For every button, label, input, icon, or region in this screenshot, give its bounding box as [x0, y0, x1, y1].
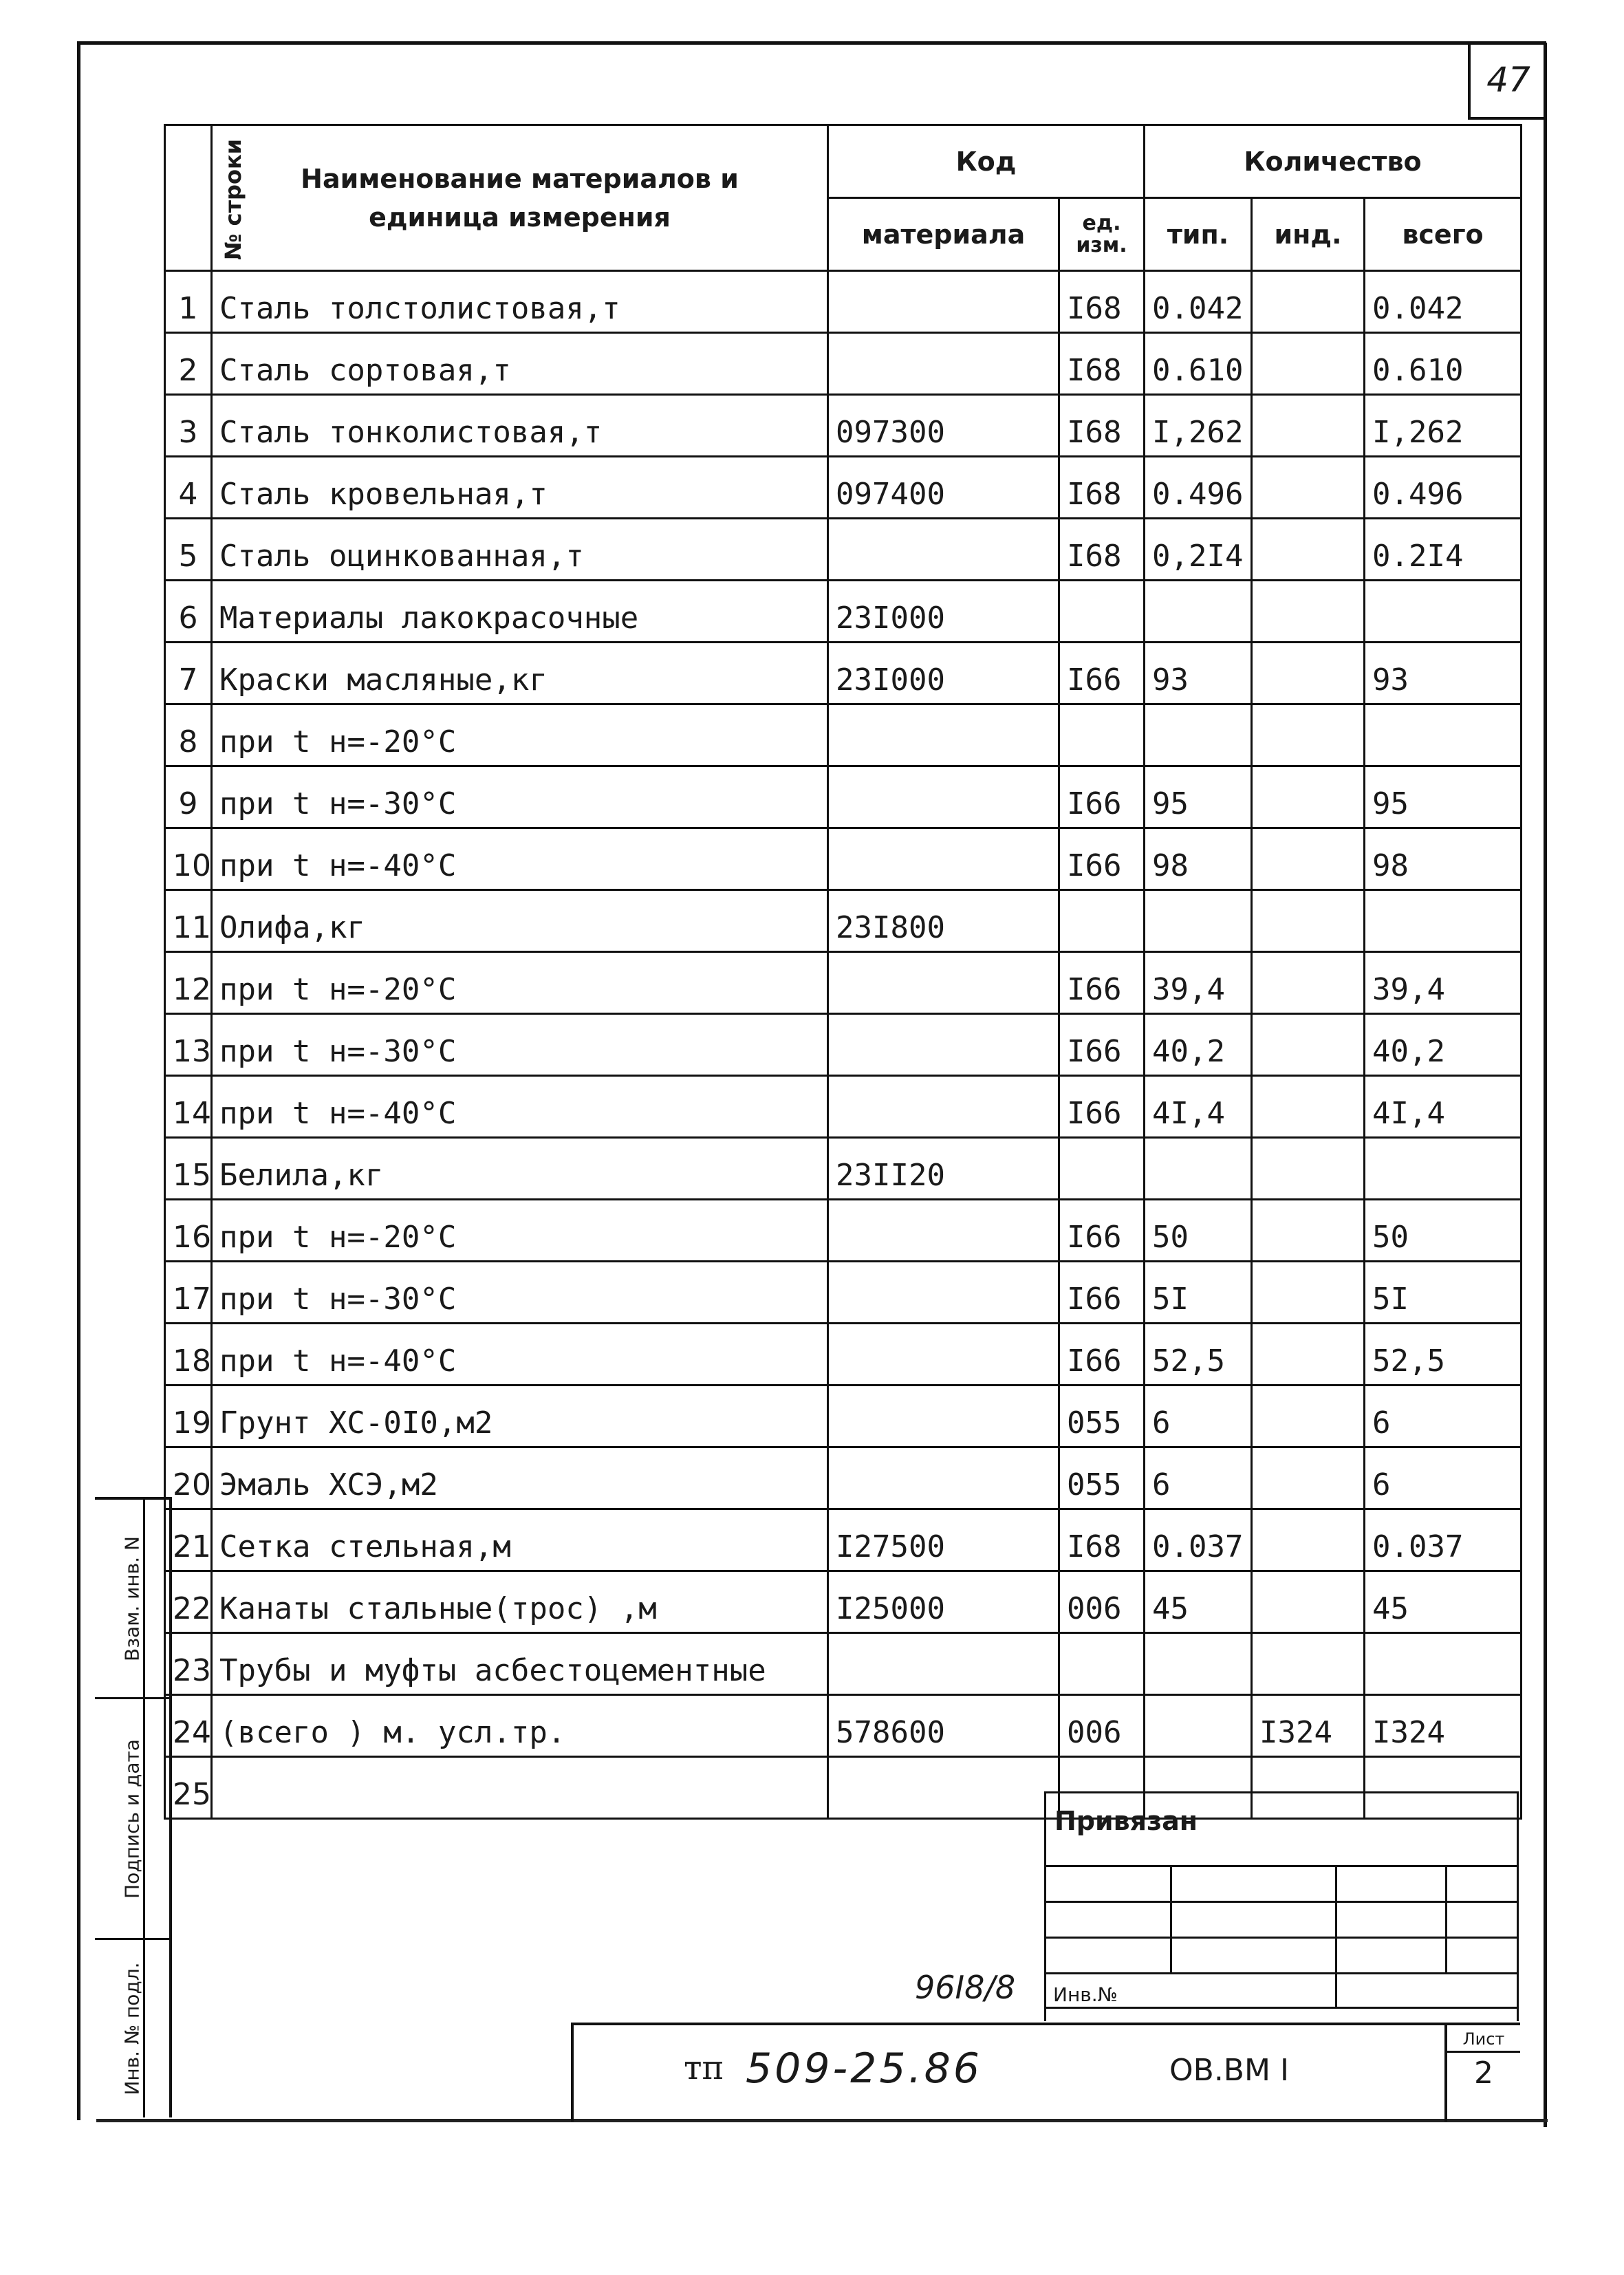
header-material-code: материала: [828, 198, 1059, 271]
unit-code: [1059, 1633, 1145, 1695]
qty-total: 95: [1365, 766, 1522, 828]
table-row: [165, 1014, 1522, 1076]
qty-total: 93: [1365, 643, 1522, 704]
row-number: 23: [165, 1633, 212, 1695]
qty-total: 6: [1365, 1447, 1522, 1509]
qty-total: 0.042: [1365, 271, 1522, 333]
qty-total: [1365, 890, 1522, 952]
qty-individual: [1252, 1386, 1365, 1447]
row-number: 9: [165, 766, 212, 828]
unit-code: 006: [1059, 1695, 1145, 1757]
qty-total: I324: [1365, 1695, 1522, 1757]
row-number: 13: [165, 1014, 212, 1076]
unit-code: I66: [1059, 1014, 1145, 1076]
unit-code: I66: [1059, 828, 1145, 890]
qty-individual: [1252, 457, 1365, 519]
material-name: [212, 1757, 828, 1819]
title-block: [571, 2023, 1520, 2122]
row-number: 3: [165, 395, 212, 457]
qty-total: 0.037: [1365, 1509, 1522, 1571]
table-row: [165, 1262, 1522, 1324]
qty-individual: [1252, 1571, 1365, 1633]
table-row: [165, 1138, 1522, 1200]
material-name: при t н=-30°C: [212, 1014, 828, 1076]
table-row: [165, 333, 1522, 395]
side-stamp-replaced-inv: Взам. инв. N: [95, 1500, 169, 1699]
material-name: Материалы лакокрасочные: [212, 581, 828, 643]
qty-individual: [1252, 581, 1365, 643]
table-row: [165, 1509, 1522, 1571]
material-code: [828, 1757, 1059, 1819]
table-row: [165, 395, 1522, 457]
qty-typical: [1145, 704, 1252, 766]
qty-total: 5I: [1365, 1262, 1522, 1324]
unit-code: I66: [1059, 766, 1145, 828]
table-row: [165, 1200, 1522, 1262]
table-row: [165, 766, 1522, 828]
qty-typical: [1145, 890, 1252, 952]
material-code: [828, 1014, 1059, 1076]
qty-individual: [1252, 519, 1365, 581]
material-code: I25000: [828, 1571, 1059, 1633]
qty-individual: [1252, 1262, 1365, 1324]
material-code: 097400: [828, 457, 1059, 519]
qty-typical: 52,5: [1145, 1324, 1252, 1386]
header-material-name: Наименование материалов и единица измерения: [212, 125, 828, 271]
table-row: [165, 643, 1522, 704]
qty-individual: [1252, 1138, 1365, 1200]
qty-typical: 0.610: [1145, 333, 1252, 395]
row-number: 18: [165, 1324, 212, 1386]
material-name: Сталь кровельная,т: [212, 457, 828, 519]
qty-individual: [1252, 1509, 1365, 1571]
header-code-group: Код: [828, 125, 1145, 198]
material-name: при t н=-20°C: [212, 704, 828, 766]
material-code: 23I000: [828, 581, 1059, 643]
qty-typical: 45: [1145, 1571, 1252, 1633]
qty-individual: I324: [1252, 1695, 1365, 1757]
qty-individual: [1252, 271, 1365, 333]
qty-total: 6: [1365, 1386, 1522, 1447]
material-name: (всего ) м. усл.тр.: [212, 1695, 828, 1757]
row-number: 24: [165, 1695, 212, 1757]
row-number: 20: [165, 1447, 212, 1509]
material-code: [828, 1633, 1059, 1695]
qty-total: 45: [1365, 1571, 1522, 1633]
qty-individual: [1252, 828, 1365, 890]
handwritten-inv-number: 96I8/8: [915, 1969, 1016, 2006]
row-number: 4: [165, 457, 212, 519]
material-code: [828, 333, 1059, 395]
side-stamp-signature-date: Подпись и дата: [95, 1699, 169, 1940]
qty-total: 40,2: [1365, 1014, 1522, 1076]
qty-individual: [1252, 890, 1365, 952]
header-typical: тип.: [1145, 198, 1252, 271]
qty-total: [1365, 1633, 1522, 1695]
unit-code: [1059, 704, 1145, 766]
qty-typical: 5I: [1145, 1262, 1252, 1324]
unit-code: I68: [1059, 1509, 1145, 1571]
material-code: [828, 1076, 1059, 1138]
unit-code: I66: [1059, 1076, 1145, 1138]
material-code: [828, 1324, 1059, 1386]
material-name: Сталь тонколистовая,т: [212, 395, 828, 457]
table-row: [165, 519, 1522, 581]
row-number: 19: [165, 1386, 212, 1447]
qty-typical: 6: [1145, 1386, 1252, 1447]
document-number: 509-25.86: [746, 2045, 982, 2093]
qty-typical: [1145, 1138, 1252, 1200]
material-code: [828, 828, 1059, 890]
material-name: при t н=-40°C: [212, 1076, 828, 1138]
row-number: 12: [165, 952, 212, 1014]
qty-total: 52,5: [1365, 1324, 1522, 1386]
material-code: [828, 271, 1059, 333]
material-name: при t н=-20°C: [212, 952, 828, 1014]
qty-individual: [1252, 1076, 1365, 1138]
material-name: при t н=-30°C: [212, 1262, 828, 1324]
unit-code: 055: [1059, 1447, 1145, 1509]
qty-individual: [1252, 1324, 1365, 1386]
material-code: [828, 1447, 1059, 1509]
qty-typical: I,262: [1145, 395, 1252, 457]
material-code: [828, 1386, 1059, 1447]
qty-individual: [1252, 643, 1365, 704]
qty-individual: [1252, 1633, 1365, 1695]
qty-individual: [1252, 952, 1365, 1014]
qty-total: [1365, 704, 1522, 766]
title-block-tp: тп: [684, 2049, 724, 2087]
table-row: [165, 271, 1522, 333]
unit-code: I68: [1059, 457, 1145, 519]
row-number: 21: [165, 1509, 212, 1571]
table-row: [165, 457, 1522, 519]
unit-code: I66: [1059, 1200, 1145, 1262]
inv-number-label: Инв.№: [1053, 1983, 1118, 2006]
unit-code: [1059, 890, 1145, 952]
material-name: Олифа,кг: [212, 890, 828, 952]
qty-typical: 6: [1145, 1447, 1252, 1509]
material-name: при t н=-40°C: [212, 1324, 828, 1386]
qty-individual: [1252, 704, 1365, 766]
qty-individual: [1252, 1014, 1365, 1076]
material-name: при t н=-30°C: [212, 766, 828, 828]
materials-table: [164, 124, 1522, 1820]
row-number: 7: [165, 643, 212, 704]
qty-typical: 4I,4: [1145, 1076, 1252, 1138]
material-name: Сталь толстолистовая,т: [212, 271, 828, 333]
qty-typical: [1145, 1633, 1252, 1695]
table-row: [165, 890, 1522, 952]
material-code: 578600: [828, 1695, 1059, 1757]
qty-typical: 98: [1145, 828, 1252, 890]
material-code: [828, 952, 1059, 1014]
material-name: при t н=-20°C: [212, 1200, 828, 1262]
binding-stamp: [1044, 1791, 1519, 2021]
material-code: [828, 704, 1059, 766]
table-row: [165, 581, 1522, 643]
table-row: [165, 1447, 1522, 1509]
table-row: [165, 1633, 1522, 1695]
unit-code: I66: [1059, 952, 1145, 1014]
header-unit: ед. изм.: [1059, 198, 1145, 271]
qty-typical: 40,2: [1145, 1014, 1252, 1076]
qty-total: I,262: [1365, 395, 1522, 457]
header-quantity-group: Количество: [1145, 125, 1522, 198]
material-name: Эмаль ХСЭ,м2: [212, 1447, 828, 1509]
material-name: Канаты стальные(трос) ,м: [212, 1571, 828, 1633]
frame-right-border: [1544, 43, 1547, 2127]
material-name: Сталь сортовая,т: [212, 333, 828, 395]
material-code: [828, 1262, 1059, 1324]
material-name: при t н=-40°C: [212, 828, 828, 890]
table-row: [165, 1571, 1522, 1633]
row-number: 10: [165, 828, 212, 890]
unit-code: I68: [1059, 519, 1145, 581]
qty-individual: [1252, 395, 1365, 457]
qty-typical: [1145, 1695, 1252, 1757]
qty-total: [1365, 1138, 1522, 1200]
table-row: [165, 704, 1522, 766]
row-number: 22: [165, 1571, 212, 1633]
material-name: Грунт ХС-0I0,м2: [212, 1386, 828, 1447]
qty-individual: [1252, 766, 1365, 828]
unit-code: [1059, 581, 1145, 643]
material-name: Краски масляные,кг: [212, 643, 828, 704]
material-code: 23II20: [828, 1138, 1059, 1200]
table-row: [165, 1076, 1522, 1138]
unit-code: I68: [1059, 395, 1145, 457]
row-number: 2: [165, 333, 212, 395]
material-name: Сталь оцинкованная,т: [212, 519, 828, 581]
header-total: всего: [1365, 198, 1522, 271]
table-row: [165, 828, 1522, 890]
table-row: [165, 952, 1522, 1014]
qty-total: [1365, 581, 1522, 643]
page-number: 47: [1468, 43, 1546, 120]
qty-typical: 39,4: [1145, 952, 1252, 1014]
row-number: 6: [165, 581, 212, 643]
qty-individual: [1252, 1200, 1365, 1262]
qty-individual: [1252, 1447, 1365, 1509]
qty-total: 0.496: [1365, 457, 1522, 519]
material-code: 23I000: [828, 643, 1059, 704]
unit-code: I68: [1059, 271, 1145, 333]
unit-code: 006: [1059, 1571, 1145, 1633]
qty-typical: 93: [1145, 643, 1252, 704]
material-code: [828, 519, 1059, 581]
header-individual: инд.: [1252, 198, 1365, 271]
material-name: Сетка стельная,м: [212, 1509, 828, 1571]
qty-total: 4I,4: [1365, 1076, 1522, 1138]
material-code: [828, 766, 1059, 828]
material-code: 097300: [828, 395, 1059, 457]
row-number: 5: [165, 519, 212, 581]
table-row: [165, 1386, 1522, 1447]
qty-individual: [1252, 333, 1365, 395]
qty-typical: 0.496: [1145, 457, 1252, 519]
binding-stamp-title: Привязан: [1054, 1806, 1198, 1836]
material-name: Трубы и муфты асбестоцементные: [212, 1633, 828, 1695]
qty-total: 0.2I4: [1365, 519, 1522, 581]
header-row-number: № строки: [165, 125, 212, 271]
sheet-label: Лист: [1447, 2025, 1520, 2053]
row-number: 17: [165, 1262, 212, 1324]
row-number: 15: [165, 1138, 212, 1200]
sheet-cell: [1444, 2025, 1520, 2122]
sheet-number: 2: [1474, 2056, 1493, 2091]
row-number: 11: [165, 890, 212, 952]
row-number: 8: [165, 704, 212, 766]
unit-code: I66: [1059, 1262, 1145, 1324]
row-number: 25: [165, 1757, 212, 1819]
qty-total: 0.610: [1365, 333, 1522, 395]
side-approval-stamp: [95, 1497, 172, 2117]
qty-typical: 50: [1145, 1200, 1252, 1262]
material-name: Белила,кг: [212, 1138, 828, 1200]
material-code: 23I800: [828, 890, 1059, 952]
unit-code: I66: [1059, 1324, 1145, 1386]
qty-typical: 0.042: [1145, 271, 1252, 333]
qty-typical: 95: [1145, 766, 1252, 828]
row-number: 1: [165, 271, 212, 333]
unit-code: 055: [1059, 1386, 1145, 1447]
table-row: [165, 1695, 1522, 1757]
unit-code: [1059, 1138, 1145, 1200]
document-code: ОВ.ВМ I: [1169, 2053, 1289, 2088]
unit-code: I68: [1059, 333, 1145, 395]
material-code: I27500: [828, 1509, 1059, 1571]
qty-total: 39,4: [1365, 952, 1522, 1014]
qty-total: 98: [1365, 828, 1522, 890]
qty-typical: [1145, 581, 1252, 643]
side-stamp-original-inv: Инв. № подл.: [120, 1962, 144, 2095]
table-row: [165, 1324, 1522, 1386]
qty-total: 50: [1365, 1200, 1522, 1262]
row-number: 16: [165, 1200, 212, 1262]
qty-typical: 0.037: [1145, 1509, 1252, 1571]
qty-typical: 0,2I4: [1145, 519, 1252, 581]
material-code: [828, 1200, 1059, 1262]
unit-code: I66: [1059, 643, 1145, 704]
row-number: 14: [165, 1076, 212, 1138]
